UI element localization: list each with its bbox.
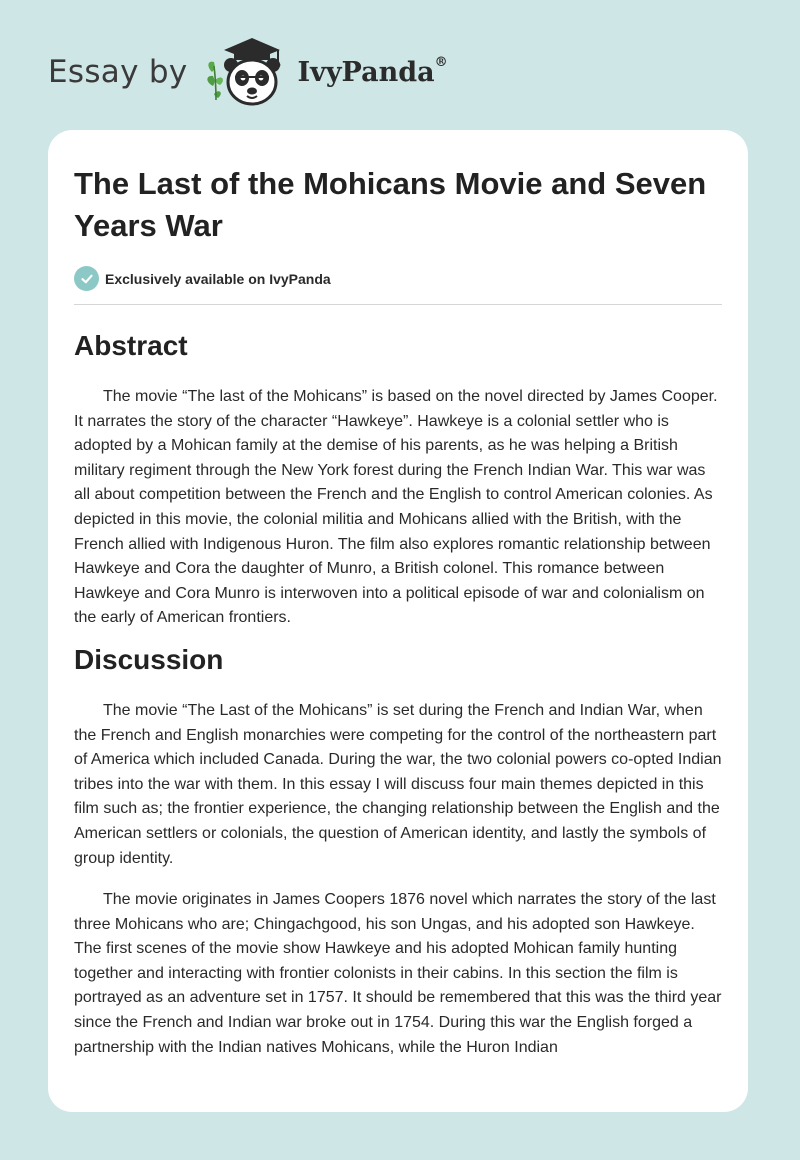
section-heading-abstract: Abstract xyxy=(74,330,188,361)
brand-prefix: Essay by xyxy=(48,54,188,90)
brand-name-text: IvyPanda xyxy=(297,56,435,88)
essay-card xyxy=(48,130,748,1112)
discussion-paragraph-2: The movie originates in James Coopers 1876 novel which narrates the story of the last three Mohicans who are; Chingachgood, his son Ungas, and his adopted son Hawkeye. The first scenes of the movie show Hawkeye and his adopted Mohican family hunting together and interacting with frontier colonists in their cabins. In this section the film is portrayed as an adventure set in 1757. It should be remembered that this was the third year since the French and Indian war broke out in 1754. During this war the English forged a partnership with the Indian natives Mohicans, while the Huron Indian xyxy=(74,891,722,1056)
section-heading-discussion: Discussion xyxy=(74,643,224,675)
exclusive-label: Exclusively available on IvyPanda xyxy=(105,270,331,287)
divider xyxy=(74,304,722,305)
page-title: The Last of the Mohicans Movie and Seven Years War xyxy=(74,166,707,243)
brand-name xyxy=(297,54,448,88)
abstract-paragraph: The movie “The last of the Mohicans” is based on the novel directed by James Cooper. It narrates the story of the character “Hawkeye”. Hawkeye is a colonial settler who is adopted by a Mohican family at the demise of his parents, as he was helping a British military regiment through the New York forest during the French Indian War. This war was all about competition between the French and the English to control American colonies. As depicted in this movie, the colonial militia and Mohicans allied with the British, with the French allied with Indigenous Huron. The film also explores romantic relationship between Hawkeye and Cora the daughter of Munro, a British colonel. This romance between Hawkeye and Cora Munro is interwoven into a political episode of war and colonialism on the early of American frontiers. xyxy=(74,388,718,627)
check-icon xyxy=(74,266,99,291)
exclusive-badge xyxy=(74,266,722,291)
panda-logo-icon xyxy=(202,36,292,108)
site-brand[interactable] xyxy=(48,36,448,108)
registered-mark: ® xyxy=(434,54,448,70)
discussion-paragraph-1: The movie “The Last of the Mohicans” is set during the French and Indian War, when the French and English monarchies were competing for the control of the northeastern part of America which included Canada. During the war, the two colonial powers co-opted Indian tribes into the war with them. In this essay I will discuss four main themes depicted in this film such as; the frontier experience, the changing relationship between the English and the American settlers or colonials, the question of American identity, and lastly the symbols of group identity. xyxy=(74,701,722,867)
